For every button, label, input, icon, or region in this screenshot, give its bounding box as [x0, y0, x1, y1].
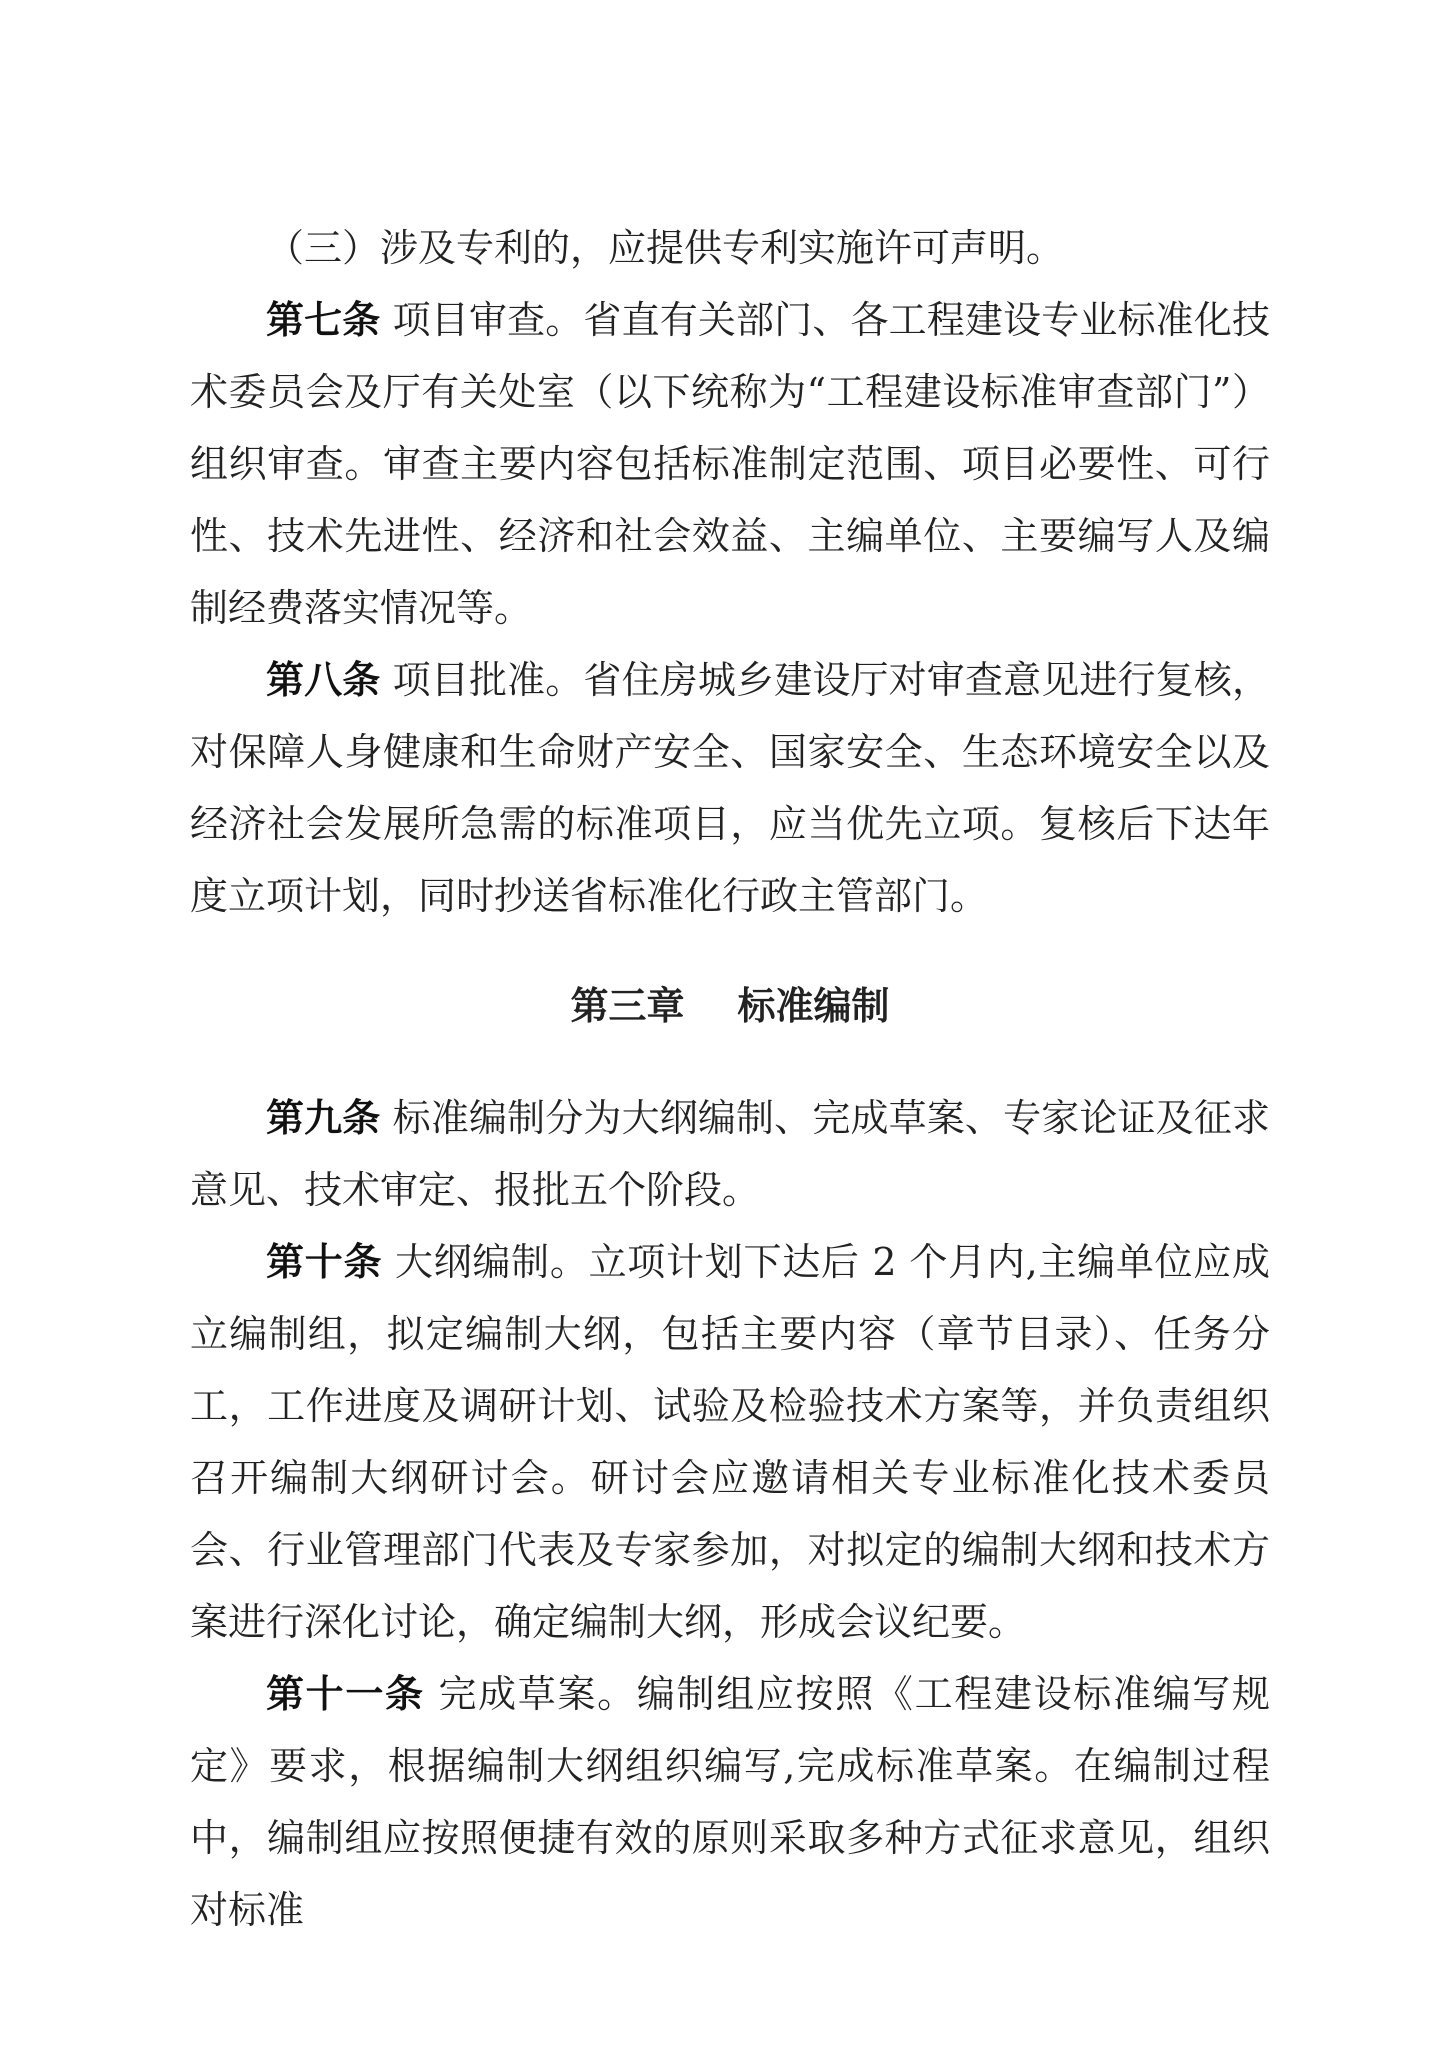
- article-text: 项目批准。省住房城乡建设厅对审查意见进行复核，对保障人身健康和生命财产安全、国家安全、生态环境安全以及经济社会发展所急需的标准项目，应当优先立项。复核后下达年度立项计划，同时抄送省标准化行政主管部门。: [190, 658, 1270, 918]
- article-text: 完成草案。编制组应按照《工程建设标准编写规定》要求，根据编制大纲组织编写,完成标准草案。在编制过程中，编制组应按照便捷有效的原则采取多种方式征求意见，组织对标准: [190, 1672, 1270, 1932]
- chapter-title: 第三章 标准编制: [570, 984, 890, 1028]
- article-heading: 第七条: [266, 298, 381, 342]
- article-heading: 第九条: [266, 1096, 381, 1140]
- article-10: [190, 1226, 1270, 1658]
- article-11: [190, 1658, 1270, 1946]
- article-text: 项目审查。省直有关部门、各工程建设专业标准化技术委员会及厅有关处室（以下统称为“工程建设标准审查部门”）组织审查。审查主要内容包括标准制定范围、项目必要性、可行性、技术先进性、经济和社会效益、主编单位、主要编写人及编制经费落实情况等。: [190, 298, 1270, 630]
- article-heading: 第八条: [266, 658, 381, 702]
- article-text: 大纲编制。立项计划下达后 2 个月内,主编单位应成立编制组，拟定编制大纲，包括主要内容（章节目录）、任务分工，工作进度及调研计划、试验及检验技术方案等，并负责组织召开编制大纲研讨会。研讨会应邀请相关专业标准化技术委员会、行业管理部门代表及专家参加，对拟定的编制大纲和技术方案进行深化讨论，确定编制大纲，形成会议纪要。: [190, 1240, 1270, 1644]
- article-9: [190, 1082, 1270, 1226]
- article-7: [190, 284, 1270, 644]
- article-8: [190, 644, 1270, 932]
- article-heading: 第十条: [266, 1240, 383, 1284]
- paragraph-item-3: [190, 212, 1270, 284]
- article-text: 标准编制分为大纲编制、完成草案、专家论证及征求意见、技术审定、报批五个阶段。: [190, 1096, 1270, 1212]
- paragraph-text: （三）涉及专利的，应提供专利实施许可声明。: [266, 226, 1065, 270]
- document-body: [190, 212, 1270, 1946]
- article-heading: 第十一条: [266, 1672, 425, 1716]
